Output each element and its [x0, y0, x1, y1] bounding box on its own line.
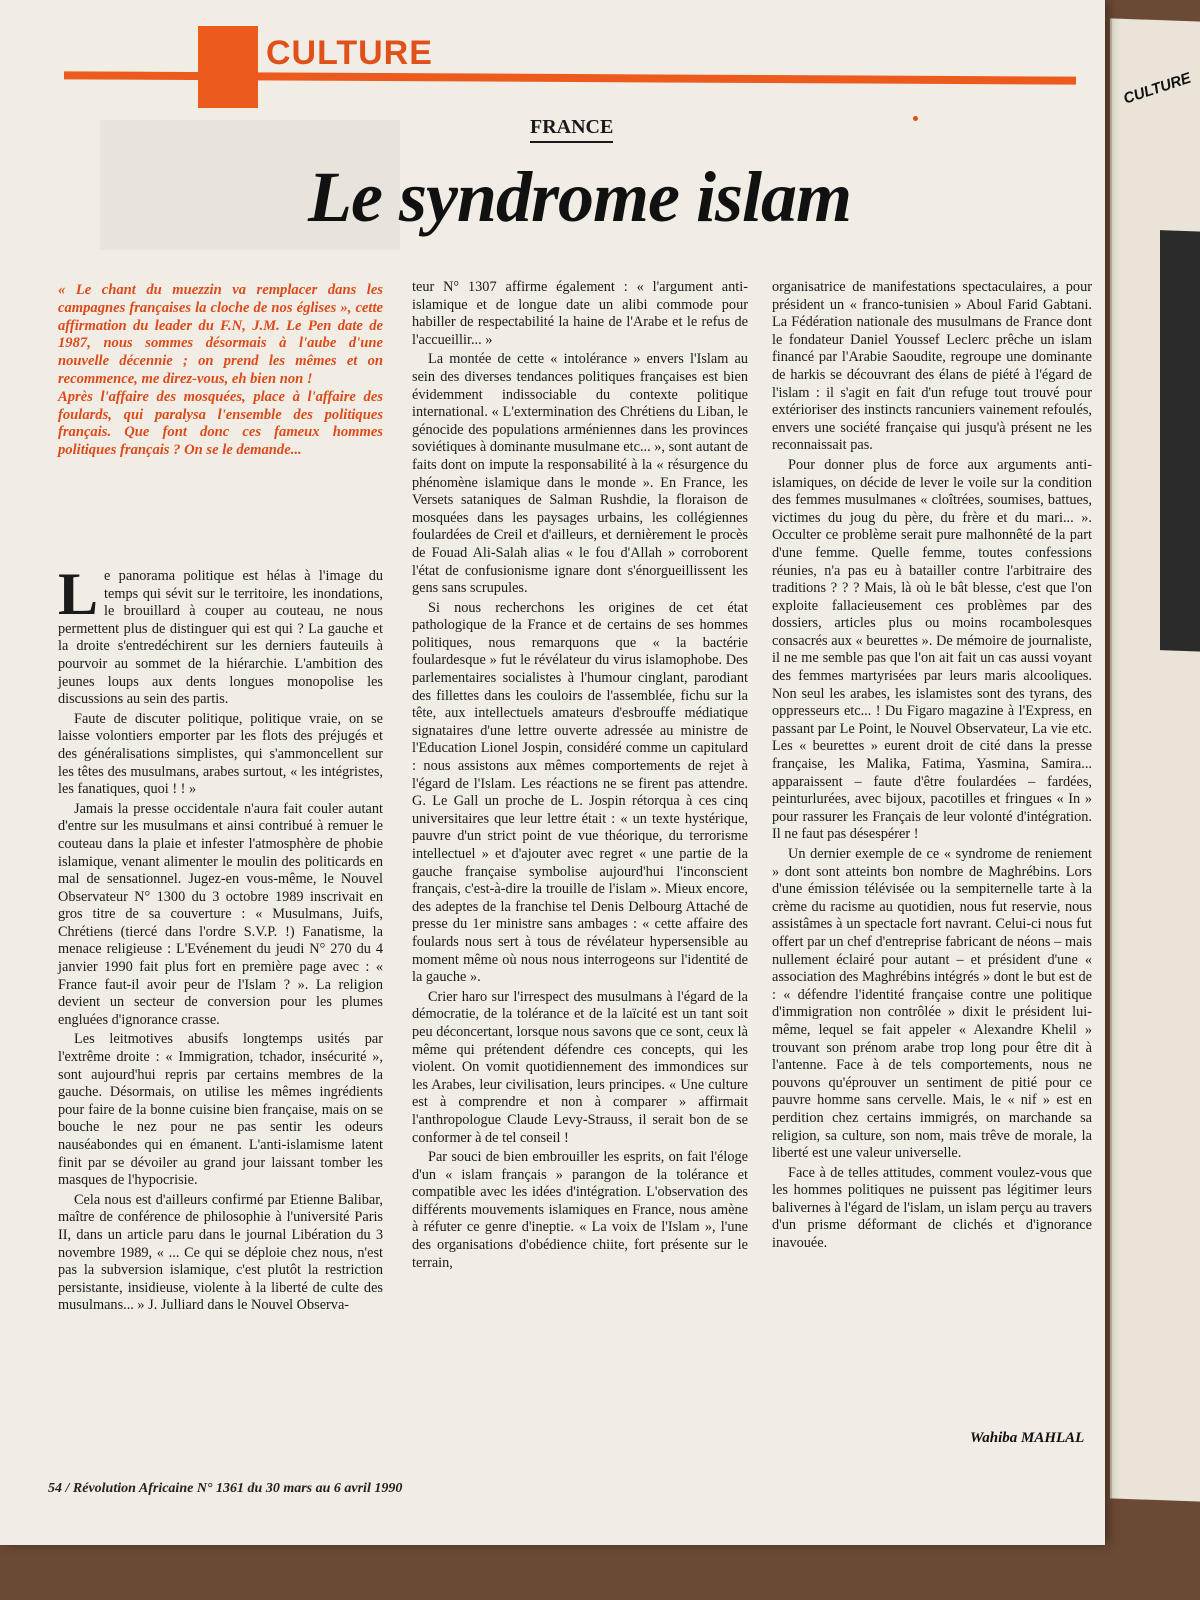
column-1: [58, 561, 383, 1317]
body-paragraph: La montée de cette « intolérance » envers l'Islam au sein des diverses tendances politiques françaises est bien évidemment indissociable du contexte politique international. « L'extermination des Chrétiens du Liban, le génocide des populations arméniennes dans les provinces soviétiques à dominante musulmane etc... », sont autant de faits dont on impute la responsabilité à la « résurgence du phénomène islamique dans le monde ». En France, les Versets sataniques de Salman Rushdie, la floraison de mosquées dans les paysages urbains, les collégiennes foulardées de Creil et d'ailleurs, et dernièrement le procès de Fouad Ali-Salah alias « le fou d'Allah » corroborent l'état de confusionisme ignare dont s'énorgueillissent les gens sans scrupules.: [412, 351, 748, 597]
page-footer: 54 / Révolution Africaine N° 1361 du 30 mars au 6 avril 1990: [48, 1481, 403, 1496]
body-paragraph: Faute de discuter politique, politique vraie, on se laisse volontiers emporter par les flots des préjugés et des généralisations simplistes, qui s'ammoncellent sur les têtes des musulmans, arabes surtout, « les intégristes, les fanatiques, quoi ! ! »: [58, 710, 383, 798]
next-page-edge: [1110, 18, 1200, 1501]
lead-paragraph: Après l'affaire des mosquées, place à l'affaire des foulards, qui paralysa l'ensemble des politiques français. Que font donc ces fameux hommes politiques français ? On se le demande...: [58, 388, 383, 459]
article-headline: Le syndrome islam: [308, 157, 851, 237]
body-paragraph: Cela nous est d'ailleurs confirmé par Etienne Balibar, maître de conférence de philosophie à l'université Paris II, dans un article paru dans le journal Libération du 3 novembre 1989, « ... Ce qui se déploie chez nous, n'est pas la subversion islamique, c'est plutôt la restriction persistante, insidieuse, violente à la liberté de culte des musulmans... » J. Julliard dans le Nouvel Observa-: [58, 1191, 383, 1314]
author-signature: Wahiba MAHLAL: [970, 1430, 1085, 1446]
article-lead: [58, 282, 383, 460]
body-paragraph: Si nous recherchons les origines de cet état pathologique de la France et de certains de ses hommes politiques, nous remarquons que « la bactérie foulardesque » fut le révélateur du virus islamophobe. Des parlementaires socialistes à l'humour cinglant, parodiant des fillettes dans les couloirs de l'assemblée, fichu sur la tête, aux intellectuels amateurs d'esbrouffe médiatique signataires d'une lettre ouverte adressée au ministre de l'Education Lionel Jospin, considéré comme un capitulard : nous assistons aux mêmes comportements de rejet à l'égard de l'Islam. Les réactions ne se firent pas attendre. G. Le Gall un proche de L. Jospin rétorqua à ces cinq universitaires que leur lettre était : « un texte hystérique, pauvre d'un strict point de vue théorique, du terrorisme intellectuel » et d'ajouter avec regret « une partie de la gauche française symbolise aujourd'hui l'inconscient français, c'est-à-dire la trouille de l'islam ». Mieux encore, des adeptes de la franchise tel Denis Delbourg Attaché de presse du 1er ministre sans ambages : « cette affaire des foulards nous sert à tous de révélateur hypersensible au moment même où nous nous interrogeons sur l'identité de la gauche ».: [412, 599, 748, 986]
body-paragraph: Un dernier exemple de ce « syndrome de reniement » dont sont atteints bon nombre de Maghrébins. Lors d'une émission télévisée ou la sempiternelle tarte à la crème du racisme au quotidien, nous fut reservie, nous assistâmes à un spectacle fort navrant. Celui-ci nous fut offert par un chef d'entreprise fabricant de néons – mais nullement éclairé pour autant – et président d'une « association des Maghrébins intégrés » dont le but est de : « défendre l'identité française contre une politique d'immigration non contrôlée » dixit le président lui-même, lequel se fait appeler « Alexandre Khelil » trouvant son prénom arabe trop long pour être dit à l'antenne. Face à de tels comportements, nous ne pouvons qu'éprouver un sentiment de pitié pour ce pauvre homme sans cervelle. Mais, le « nif » est en perdition chez certains immigrés, on marchande sa religion, sa culture, son nom, mais trêve de morale, la liberté est une valeur universelle.: [772, 846, 1092, 1162]
next-page-photo: [1160, 230, 1200, 651]
article-kicker: FRANCE: [530, 116, 613, 143]
body-paragraph: Les leitmotives abusifs longtemps usités par l'extrême droite : « Immigration, tchador, insécurité », sont aujourd'hui repris par certains membres de la gauche. Désormais, on utilise les mêmes ingrédients pour faire de la bonne cuisine bien française, mais on se bouche le nez pour ne pas sentir les odeurs nauséabondes qui en émanent. L'anti-islamisme latent finit par se dévoiler au grand jour laissant tomber les masques de l'hypocrisie.: [58, 1031, 383, 1189]
body-paragraph: Jamais la presse occidentale n'aura fait couler autant d'entre sur les musulmans et ainsi contribué à remuer le couteau dans la plaie et infester l'atmosphère de phobie islamique, venant alimenter le moulin des politicards en mal de sensationnel. Jugez-en vous-même, le Nouvel Observateur N° 1300 du 3 octobre 1989 inscrivait en gros titre de sa couverture : « Musulmans, Juifs, Chrétiens (tiercé dans l'ordre S.V.P. !) Fanatisme, la menace religieuse : L'Evénement du jeudi N° 270 du 4 janvier 1990 fait plus fort en première page avec : « France faut-il avoir peur de l'Islam ? ». La religion devient un secteur de conversion pour les plumes engluées d'ignorance crasse.: [58, 800, 383, 1028]
body-paragraph: Par souci de bien embrouiller les esprits, on fait l'éloge d'un « islam français » parangon de la tolérance et compatible avec les idées d'intégration. L'observation des différents mouvements islamiques en France, nous amène à réfuter ce genre d'ineptie. « La voix de l'Islam », l'une des organisations d'obédience chiite, fort présente sur le terrain,: [412, 1149, 748, 1271]
body-paragraph: organisatrice de manifestations spectaculaires, a pour président un « franco-tunisien » Aboul Farid Gabtani. La Fédération nationale des musulmans de France dont le fondateur Daniel Youssef Leclerc prêche un islam financé par l'Arabie Saoudite, regroupe une dominante de harkis se découvrant des élans de piété à l'égard de l'islam : il s'agit en fait d'un refuge tout trouvé pour extérioriser des instincts rancuniers vainement refoulés, envers une société française qui jusqu'à présent ne les reconnaissait pas.: [772, 279, 1092, 454]
body-paragraph: Pour donner plus de force aux arguments anti-islamiques, on décide de lever le voile sur la condition des femmes musulmanes « cloîtrées, soumises, battues, victimes du joug du père, du frère et du mari... ». Occulter ce problème serait pure malhonnêté de la part d'une femme. Quelle femme, toutes confessions réunies, n'a pas eu à batailler contre l'arbitraire des traditions ? ? ? Mais, là où le bât blesse, c'est que l'on exploite fallacieusement ces problèmes par des dossiers, articles plus ou moins rocambolesques consacrés aux « beurettes ». De mémoire de journaliste, il ne me semble pas que l'on ait fait un cas aussi voyant des femmes martyrisées par leurs maris alcooliques. Non seul les arabes, les islamistes sont des tyrans, des oppresseurs etc... ! Du Figaro magazine à l'Express, en passant par Le Point, le Nouvel Observateur, La vie etc. Les « beurettes » eurent droit de cité dans la presse française, les Malika, Fatima, Yasmina, Samira... apparaissent – faute d'être foulardées – fardées, peinturlurées, avec bijoux, pacotilles et fringues « In » pour rassurer les Français de leur volonté d'intégration. Il ne faut pas désespérer !: [772, 456, 1092, 843]
lead-paragraph: « Le chant du muezzin va remplacer dans les campagnes françaises la cloche de nos églises », cette affirmation du leader du F.N, J.M. Le Pen date de 1987, nous sommes désormais à l'aube d'une nouvelle décennie ; on prend les mêmes et on recommence, me direz-vous, eh bien non !: [58, 282, 383, 387]
next-page-section-tab: CULTURE: [1121, 69, 1194, 108]
section-marker-block: [198, 26, 258, 108]
ink-fleck: [913, 116, 918, 121]
column-2: [412, 279, 748, 1274]
body-paragraph: Crier haro sur l'irrespect des musulmans à l'égard de la démocratie, de la tolérance et de la laïcité est un tant soit peu déconcertant, lorsque nous savons que ce sont, ceux là même qui prétendent défendre ces concepts, qui les violent. On vomit quotidiennement des immondices sur les Arabes, leur civilisation, leurs principes. « Une culture est à comprendre et non à comparer » affirmait l'anthropologue Claude Levy-Strauss, il serait bon de se conformer à de tel conseil !: [412, 988, 748, 1146]
body-paragraph: teur N° 1307 affirme également : « l'argument anti-islamique et de longue date un alibi commode pour habiller de respectabilité la haine de l'Arabe et le refus de l'accueillir... »: [412, 279, 748, 348]
body-paragraph: Face à de telles attitudes, comment voulez-vous que les hommes politiques ne puissent pas légitimer leurs balivernes à l'égard de l'islam, un islam perçu au travers d'un prisme déformant de clichés et d'ignorance inavouée.: [772, 1164, 1092, 1252]
body-paragraph: Le panorama politique est hélas à l'image du temps qui sévit sur le territoire, les inondations, le brouillard à couper au couteau, ne nous permettent plus de distinguer qui est qui ? La gauche et la droite s'entredéchirent sur les derniers fauteuils à pourvoir au sommet de la hiérarchie. L'ambition des jeunes loups aux dents longues monopolise les discussions au sein des partis.: [58, 561, 383, 708]
column-3: [772, 279, 1092, 1255]
drop-cap: L: [58, 561, 99, 627]
section-label: CULTURE: [266, 34, 433, 72]
